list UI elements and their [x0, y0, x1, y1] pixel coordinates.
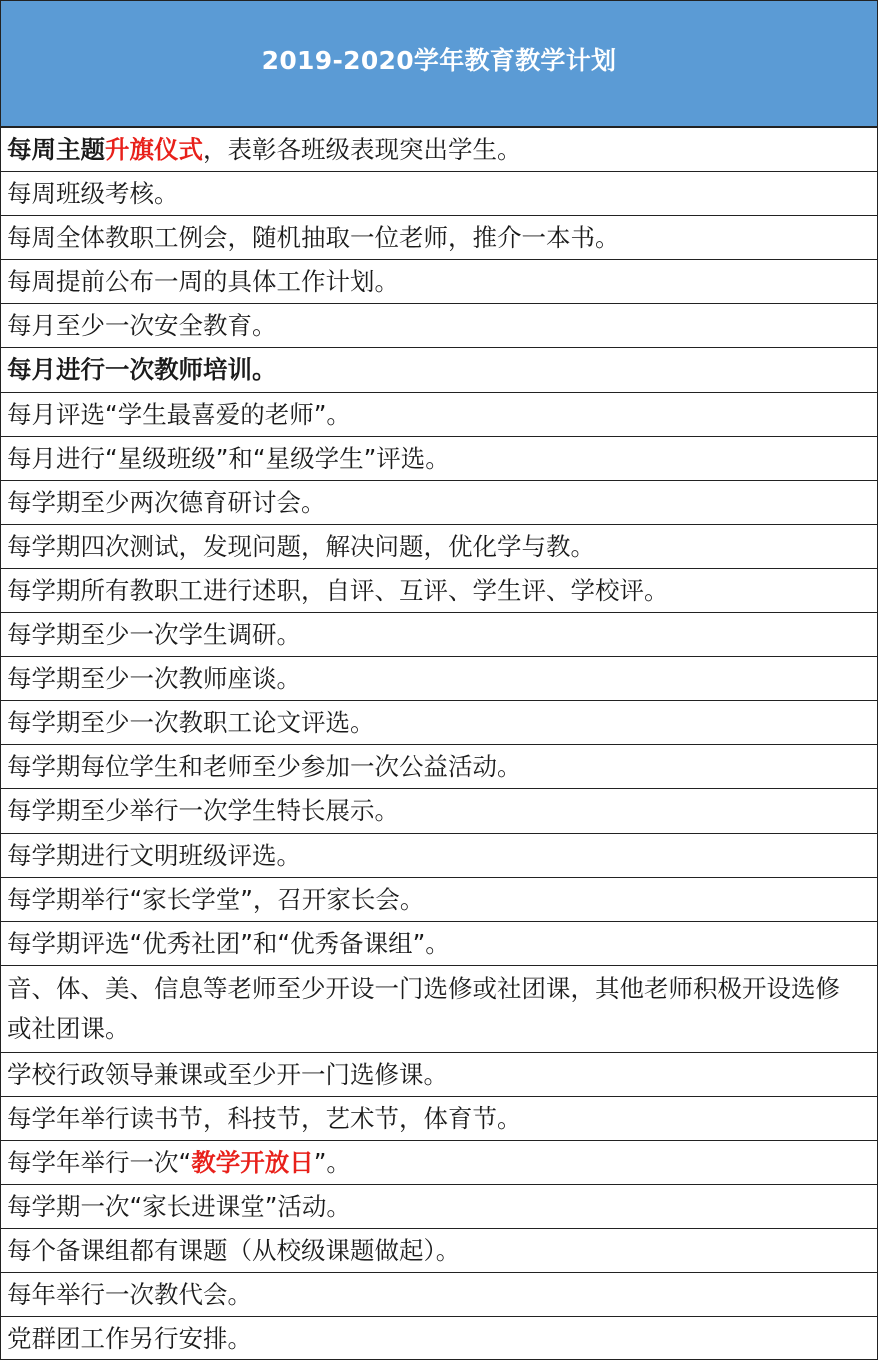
plan-item: 每学期至少举行一次学生特长展示。 — [1, 789, 877, 833]
highlight-text: 升旗仪式 — [105, 135, 203, 164]
plan-item: 党群团工作另行安排。 — [7, 1324, 252, 1354]
plan-item: 每学期一次“家长进课堂”活动。 — [1, 1185, 877, 1229]
plan-item-text: 每学年举行一次“ — [7, 1147, 192, 1177]
plan-item-elective-courses: 音、体、美、信息等老师至少开设一门选修或社团课，其他老师积极开设选修或社团课。 — [1, 966, 877, 1053]
plan-item: 每学期至少一次教师座谈。 — [1, 657, 877, 701]
plan-item: 每周提前公布一周的具体工作计划。 — [1, 260, 877, 304]
highlight-text: 教学开放日 — [191, 1147, 314, 1177]
plan-item: 每周班级考核。 — [1, 172, 877, 216]
plan-item: 每学期四次测试，发现问题，解决问题，优化学与教。 — [1, 525, 877, 569]
plan-item-text: ，表彰各班级表现突出学生。 — [203, 135, 522, 164]
table-header — [1, 1, 877, 128]
plan-item: 每月至少一次安全教育。 — [1, 304, 877, 348]
plan-item: 每学期至少两次德育研讨会。 — [1, 481, 877, 525]
table-title: 2019-2020学年教育教学计划 — [261, 45, 617, 75]
plan-item: 每月评选“学生最喜爱的老师”。 — [1, 393, 877, 437]
plan-item-open-day — [1, 1141, 877, 1185]
plan-item-weekly-flag-ceremony — [1, 128, 877, 172]
plan-item-text: ”。 — [313, 1147, 351, 1177]
plan-item: 每学期每位学生和老师至少参加一次公益活动。 — [1, 745, 877, 789]
plan-item: 每年举行一次教代会。 — [1, 1273, 877, 1317]
plan-item: 每月进行“星级班级”和“星级学生”评选。 — [1, 437, 877, 481]
plan-item: 每学期举行“家长学堂”，召开家长会。 — [1, 878, 877, 922]
plan-item: 每学期至少一次教职工论文评选。 — [1, 701, 877, 745]
plan-item-teacher-training: 每月进行一次教师培训。 — [1, 348, 877, 392]
plan-item: 学校行政领导兼课或至少开一门选修课。 — [1, 1053, 877, 1097]
plan-item: 每学年举行读书节，科技节，艺术节，体育节。 — [1, 1097, 877, 1141]
plan-item-text: 每周主题 — [7, 135, 105, 164]
plan-rows — [1, 128, 877, 1361]
plan-item: 每个备课组都有课题（从校级课题做起）。 — [1, 1229, 877, 1273]
plan-item: 每学期所有教职工进行述职，自评、互评、学生评、学校评。 — [1, 569, 877, 613]
plan-item: 每学期进行文明班级评选。 — [1, 834, 877, 878]
plan-item: 每学期评选“优秀社团”和“优秀备课组”。 — [1, 922, 877, 966]
plan-item: 每周全体教职工例会，随机抽取一位老师，推介一本书。 — [1, 216, 877, 260]
plan-item: 每学期至少一次学生调研。 — [1, 613, 877, 657]
